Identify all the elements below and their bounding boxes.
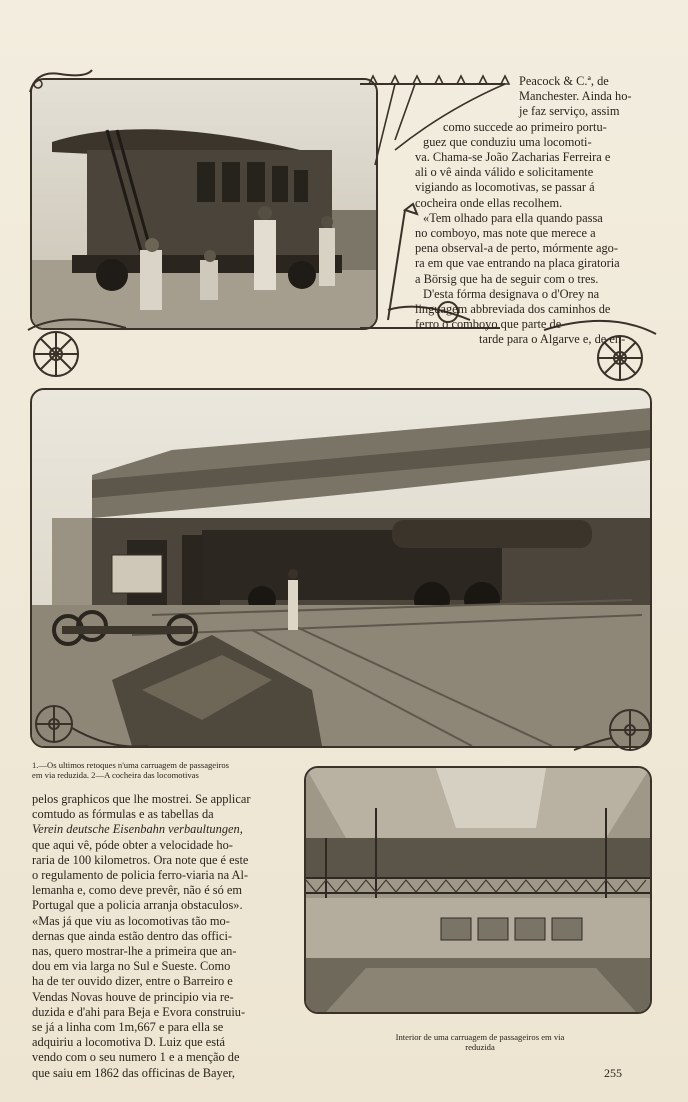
text-line: pelos graphicos que lhe mostrei. Se applicar bbox=[32, 792, 251, 806]
text-line: duzida e d'ahi para Beja e Evora construiu- bbox=[32, 1004, 246, 1019]
text-line: ali o vê ainda válido e solicitamente bbox=[415, 165, 594, 180]
text-line: ferro o comboyo que parte de bbox=[415, 317, 562, 332]
caption-line: em via reduzida. 2—A cocheira das locomotivas bbox=[32, 770, 199, 780]
article-text-bottom bbox=[32, 792, 302, 1081]
text-line: como succede ao primeiro portu- bbox=[443, 119, 607, 134]
text-line: lemanha e, como deve prevêr, não é só em bbox=[32, 883, 243, 898]
caption-photos-1-2 bbox=[32, 760, 302, 780]
text-line: je faz serviço, assim bbox=[519, 104, 620, 119]
text-line: Vendas Novas houve de principio via re- bbox=[32, 989, 234, 1004]
text-line: nas, quero mostrar-lhe a primeira que an- bbox=[32, 944, 237, 959]
text-line: dernas que ainda estão dentro das offici- bbox=[32, 928, 233, 943]
text-line: adquiriu a locomotiva D. Luiz que está bbox=[32, 1035, 226, 1050]
text-line: ra em que vae entrando na placa giratoria bbox=[415, 256, 620, 271]
text-line: raria de 100 kilometros. Ora note que é este bbox=[32, 852, 249, 867]
caption-line: 1.—Os ultimos retoques n'uma carruagem de passageiros bbox=[32, 760, 230, 770]
text-line: vigiando as locomotivas, se passar á bbox=[415, 180, 595, 195]
text-line: D'esta fórma designava o d'Orey na bbox=[423, 286, 600, 301]
page-number: 255 bbox=[604, 1066, 622, 1080]
photo-carriage-interior bbox=[304, 766, 652, 1014]
text-line: tarde para o Algarve e, de en- bbox=[479, 332, 626, 347]
text-line: a Börsig que ha de seguir com o tres. bbox=[415, 271, 599, 286]
text-line: guez que conduziu uma locomoti- bbox=[423, 134, 592, 149]
text-line: vendo com o seu numero 1 e a menção de bbox=[32, 1050, 240, 1065]
text-line: Portugal que a policia arranja obstaculos». bbox=[32, 898, 243, 913]
text-line: se já a linha com 1m,667 e para ella se bbox=[32, 1020, 224, 1035]
caption-line: reduzida bbox=[465, 1042, 495, 1052]
article-text-top bbox=[383, 74, 656, 348]
text-line: Verein deutsche Eisenbahn verbaultungen, bbox=[32, 822, 243, 837]
text-line: «Tem olhado para ella quando passa bbox=[423, 210, 603, 225]
text-line: cocheira onde ellas recolhem. bbox=[415, 195, 563, 210]
text-line: o regulamento de policia ferro-viaria na Al- bbox=[32, 868, 249, 883]
text-line: dou em via larga no Sul e Sueste. Como bbox=[32, 959, 231, 974]
text-line: Peacock & C.ª, de bbox=[519, 74, 609, 88]
text-line: linguagem abbreviada dos caminhos de bbox=[415, 302, 611, 317]
text-line: Manchester. Ainda ho- bbox=[519, 89, 632, 104]
text-line: que aqui vê, póde obter a velocidade ho- bbox=[32, 837, 233, 852]
text-line: pena observal-a de perto, mórmente ago- bbox=[415, 241, 618, 256]
caption-line: Interior de uma carruagem de passageiros em via bbox=[395, 1032, 565, 1042]
text-line: comtudo as fórmulas e as tabellas da bbox=[32, 807, 214, 822]
text-line: «Mas já que viu as locomotivas tão mo- bbox=[32, 913, 230, 928]
text-line: ha de ter ouvido dizer, entre o Barreiro e bbox=[32, 974, 233, 989]
text-line: va. Chama-se João Zacharias Ferreira e bbox=[415, 150, 611, 165]
text-line: no comboyo, mas note que merece a bbox=[415, 226, 596, 241]
photo-carriage-retouch bbox=[30, 78, 378, 330]
text-line: que saiu em 1862 das officinas de Bayer, bbox=[32, 1065, 235, 1080]
photo-locomotive-shed bbox=[30, 388, 652, 748]
caption-photo-3 bbox=[360, 1032, 600, 1052]
